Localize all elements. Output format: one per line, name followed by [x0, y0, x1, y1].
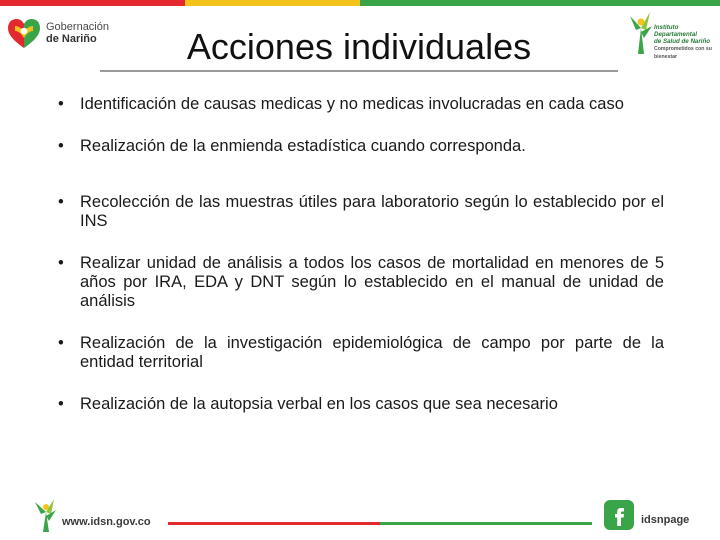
idsn-footer-emblem-icon: [32, 496, 60, 534]
footer-divider: [168, 522, 592, 525]
bullet-text: Realización de la autopsia verbal en los casos que sea necesario: [80, 395, 558, 413]
footer-divider-green: [380, 522, 592, 525]
footer: [0, 496, 720, 540]
bullet-marker: •: [58, 193, 64, 211]
bullet-marker: •: [58, 95, 64, 113]
bullet-text: Realización de la enmienda estadística cuando corresponda.: [80, 137, 526, 155]
logo-right-line2: Departamental: [654, 31, 697, 38]
bullet-item: [58, 95, 664, 114]
footer-divider-red: [168, 522, 380, 525]
facebook-icon[interactable]: [604, 500, 634, 530]
bullet-item: [58, 395, 664, 414]
facebook-glyph-icon: [604, 500, 634, 530]
logo-right-text: [654, 24, 718, 61]
bullet-marker: •: [58, 334, 64, 352]
idsn-logo: [626, 8, 716, 58]
bullet-text: Recolección de las muestras útiles para laboratorio según lo establecido por el INS: [80, 193, 664, 230]
footer-website-link[interactable]: www.idsn.gov.co: [62, 516, 151, 528]
bullet-text: Identificación de causas medicas y no medicas involucradas en cada caso: [80, 95, 624, 113]
idsn-emblem-icon: [626, 8, 656, 56]
bullet-marker: •: [58, 254, 64, 272]
bullet-marker: •: [58, 395, 64, 413]
logo-left-line2: de Nariño: [46, 33, 97, 45]
heart-logo-icon: [6, 17, 42, 51]
top-bar-red-segment: [0, 0, 185, 6]
bullet-text: Realizar unidad de análisis a todos los casos de mortalidad en menores de 5 años por IRA, EDA y DNT según lo establecido en el manual de unidad de análisis: [80, 254, 664, 310]
bullet-item: [58, 334, 664, 372]
top-bar-green-segment: [360, 0, 720, 6]
bullet-item: [58, 254, 664, 311]
page-title: Acciones individuales: [186, 26, 532, 67]
bullet-item: [58, 193, 664, 231]
bullet-list: [58, 95, 664, 414]
bullet-item: [58, 137, 664, 156]
logo-right-line3: de Salud de Nariño: [654, 38, 711, 45]
bullet-marker: •: [58, 137, 64, 155]
bullet-text: Realización de la investigación epidemiológica de campo por parte de la entidad territorial: [80, 334, 664, 371]
title-underline: [100, 70, 618, 72]
top-color-bar: [0, 0, 720, 6]
top-bar-yellow-segment: [185, 0, 360, 6]
logo-left-line1: Gobernación: [46, 21, 109, 33]
logo-right-line1: Instituto: [654, 24, 679, 31]
facebook-handle[interactable]: idsnpage: [641, 514, 690, 526]
logo-right-tagline: Comprometidos con su bienestar: [654, 46, 712, 60]
